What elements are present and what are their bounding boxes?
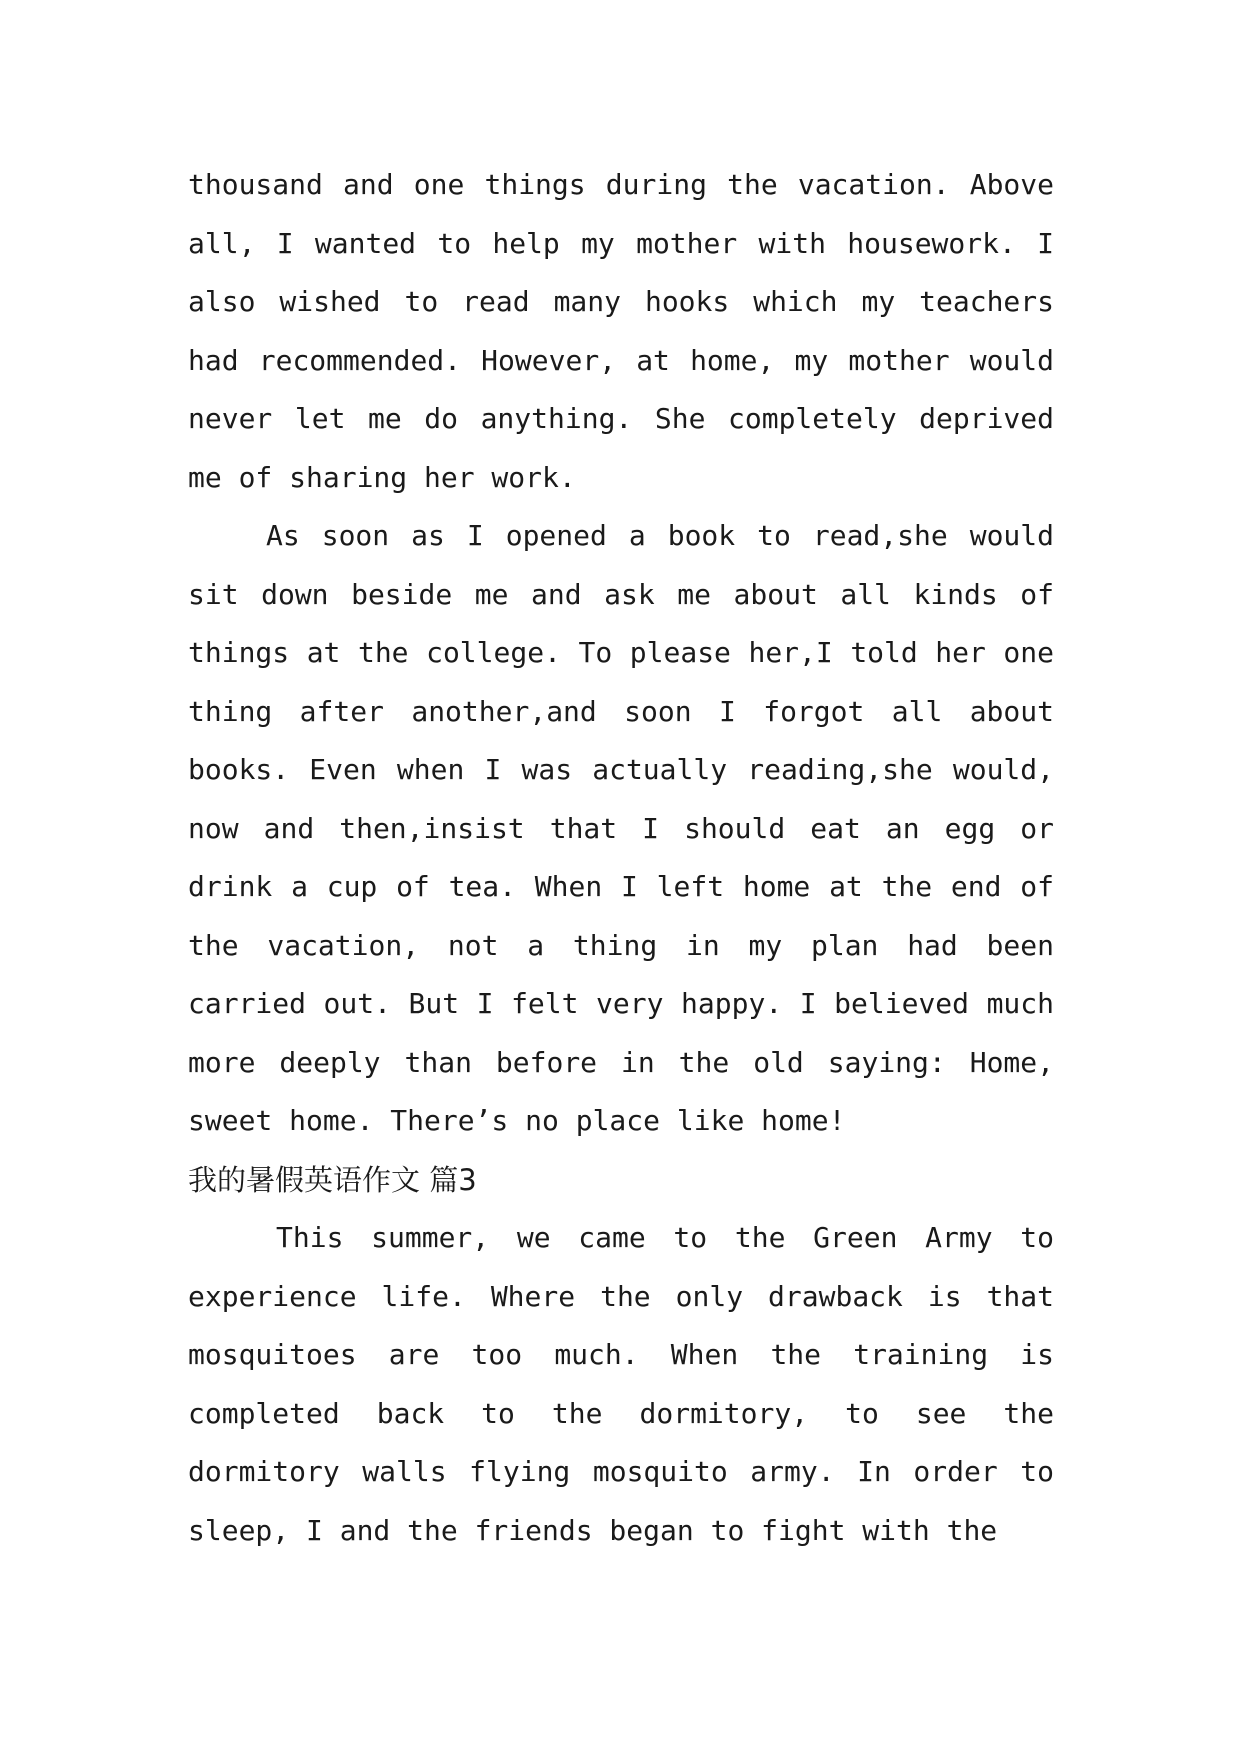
paragraph-1: thousand and one things during the vacation. Above all, I wanted to help my mother with housework. I also wished to read many hooks which my teachers had recommended. However, at home, my mother would never let me do anything. She completely deprived me of sharing her work.: [188, 168, 1054, 494]
paragraph-2: As soon as I opened a book to read,she would sit down beside me and ask me about all kinds of things at the college. To please her,I told her one thing after another,and soon I forgot all about books. Even when I was actually reading,she would, now and then,insist that I should eat an egg or drink a cup of tea. When I left home at the end of the vacation, not a thing in my plan had been carried out. But I felt very happy. I believed much more deeply than before in the old saying: Home, sweet home. There’s no place like home!: [188, 519, 1054, 1137]
document-body: [188, 156, 1054, 1560]
paragraph-3: This summer, we came to the Green Army to experience life. Where the only drawback is that mosquitoes are too much. When the training is completed back to the dormitory, to see the dormitory walls flying mosquito army. In order to sleep, I and the friends began to fight with the: [188, 1221, 1054, 1547]
section-heading: 我的暑假英语作文 篇3: [188, 1162, 477, 1197]
